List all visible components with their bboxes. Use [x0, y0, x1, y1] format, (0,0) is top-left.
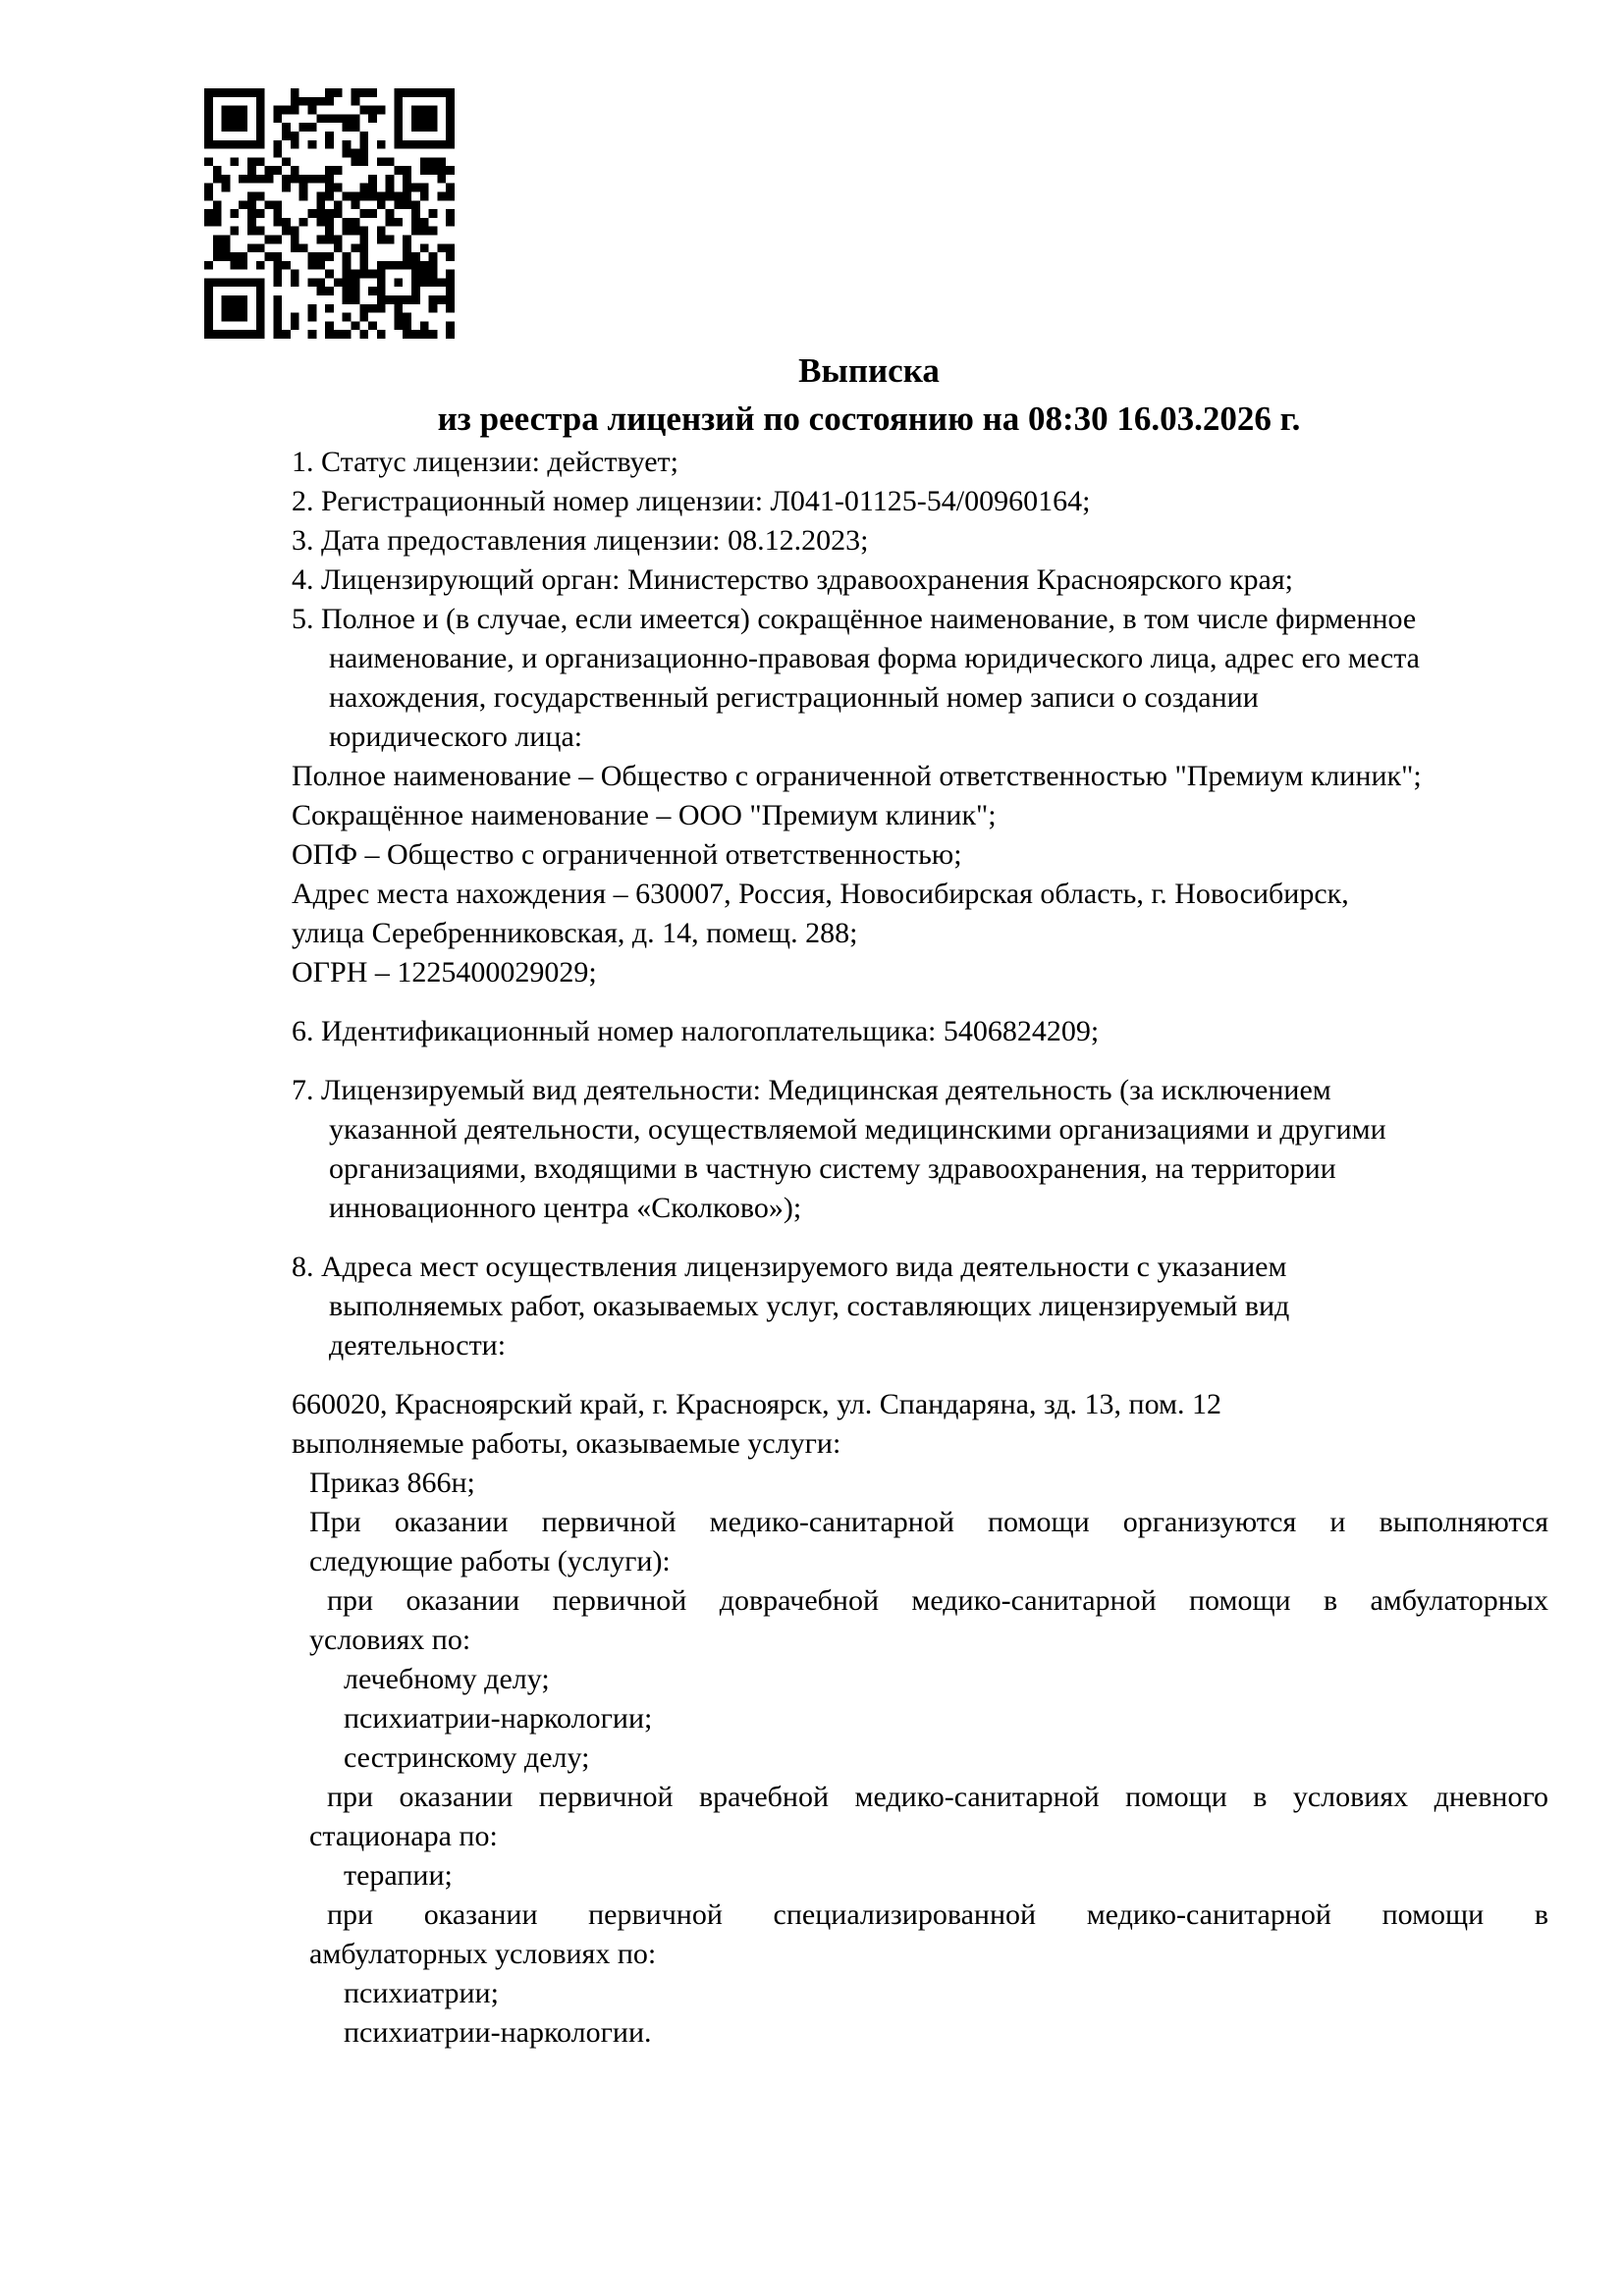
qr-code [204, 88, 455, 339]
text-line: инновационного центра «Сколково»); [329, 1192, 802, 1224]
text-line: 5. Полное и (в случае, если имеется) сокращённое наименование, в том числе фирменное [292, 603, 1417, 635]
text-line: Адрес места нахождения – 630007, Россия, Новосибирская область, г. Новосибирск, [292, 878, 1349, 910]
text-line: стационара по: [309, 1820, 498, 1852]
page-subtitle: из реестра лицензий по состоянию на 08:30 16.03.2026 г. [437, 400, 1301, 438]
text-line: указанной деятельности, осуществляемой медицинскими организациями и другими [329, 1113, 1386, 1146]
text-line: деятельности: [329, 1329, 507, 1362]
text-line: 1. Статус лицензии: действует; [292, 446, 678, 478]
text-line: организациями, входящими в частную систему здравоохранения, на территории [329, 1152, 1336, 1185]
text-line: Полное наименование – Общество с ограниченной ответственностью "Премиум клиник"; [292, 760, 1422, 792]
text-line: 7. Лицензируемый вид деятельности: Медицинская деятельность (за исключением [292, 1074, 1331, 1106]
text-line: лечебному делу; [344, 1663, 550, 1695]
text-line: ОПФ – Общество с ограниченной ответственностью; [292, 838, 962, 871]
text-line: При оказании первичной медико-санитарной помощи организуются и выполняются [309, 1506, 1548, 1538]
text-line: наименование, и организационно-правовая форма юридического лица, адрес его места [329, 642, 1420, 674]
page-title: Выписка [798, 351, 940, 390]
text-line: ОГРН – 1225400029029; [292, 956, 597, 988]
text-line: условиях по: [309, 1624, 471, 1656]
text-line: улица Серебренниковская, д. 14, помещ. 288; [292, 917, 858, 949]
text-line: 3. Дата предоставления лицензии: 08.12.2023; [292, 524, 869, 557]
text-line: юридического лица: [329, 721, 583, 753]
document-header [292, 347, 1446, 443]
text-line: амбулаторных условиях по: [309, 1938, 657, 1970]
text-line: Сокращённое наименование – ООО "Премиум клиник"; [292, 799, 997, 831]
text-line: выполняемые работы, оказываемые услуги: [292, 1427, 841, 1460]
text-line: терапии; [344, 1859, 453, 1892]
text-line: 4. Лицензирующий орган: Министерство здравоохранения Красноярского края; [292, 563, 1293, 596]
text-line: психиатрии-наркологии; [344, 1702, 653, 1735]
text-line: следующие работы (услуги): [309, 1545, 671, 1577]
text-line: 8. Адреса мест осуществления лицензируемого вида деятельности с указанием [292, 1251, 1287, 1283]
text-line: нахождения, государственный регистрационный номер записи о создании [329, 681, 1259, 714]
text-line: выполняемых работ, оказываемых услуг, составляющих лицензируемый вид [329, 1290, 1290, 1322]
text-line: Приказ 866н; [309, 1467, 475, 1499]
text-line: при оказании первичной врачебной медико-санитарной помощи в условиях дневного [327, 1781, 1548, 1813]
text-line: 660020, Красноярский край, г. Красноярск, ул. Спандаряна, зд. 13, пом. 12 [292, 1388, 1221, 1420]
text-line: психиатрии-наркологии. [344, 2016, 652, 2049]
text-line: сестринскому делу; [344, 1741, 590, 1774]
text-line: психиатрии; [344, 1977, 499, 2009]
text-line: 2. Регистрационный номер лицензии: Л041-01125-54/00960164; [292, 485, 1091, 517]
text-line: при оказании первичной специализированной медико-санитарной помощи в [327, 1898, 1548, 1931]
text-line: при оказании первичной доврачебной медико-санитарной помощи в амбулаторных [327, 1584, 1548, 1617]
text-line: 6. Идентификационный номер налогоплательщика: 5406824209; [292, 1015, 1100, 1047]
document-body [0, 443, 1624, 2053]
